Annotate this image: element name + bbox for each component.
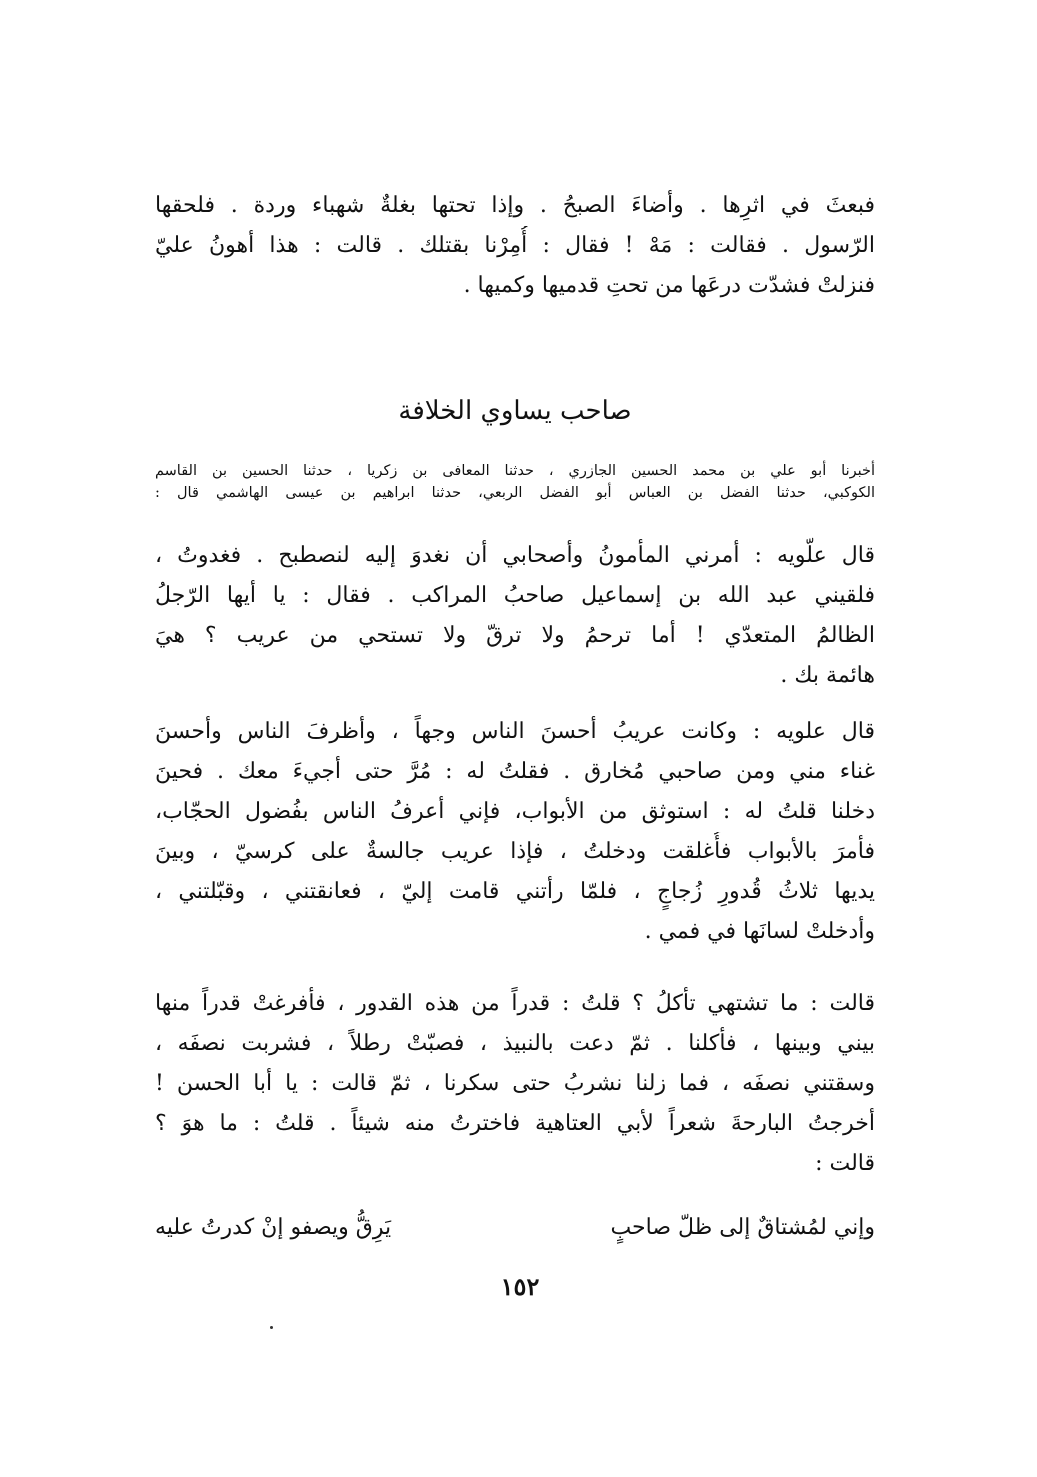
- paragraph-3: [155, 984, 875, 1184]
- page-number: ١٥٢: [500, 1272, 540, 1301]
- verse-first-hemistich: وإني لمُشتاقٌ إلى ظلّ صاحبٍ: [610, 1215, 875, 1240]
- text-line: قال علويه : وكانت عريبُ أحسنَ الناس وجهاً ، وأظرفَ الناس وأحسنَ: [155, 719, 875, 744]
- text-line: قالت :: [815, 1151, 875, 1176]
- text-line: وأدخلتْ لسانَها في فمي .: [644, 919, 875, 944]
- text-line: فأمرَ بالأبواب فأُغلقت ودخلتُ ، فإذا عريب جالسةٌ على كرسيّ ، وبينَ: [155, 839, 875, 864]
- poem-verse: [155, 1208, 875, 1248]
- text-line: أخرجتُ البارحةَ شعراً لأبي العتاهية فاخترتُ منه شيئاً . قلتُ : ما هوَ ؟: [155, 1111, 875, 1136]
- text-line: دخلنا قلتُ له : استوثق من الأبواب، فإني أعرفُ الناس بفُضول الحجّاب،: [155, 799, 875, 824]
- text-line: وسقتني نصفَه ، فما زلنا نشربُ حتى سكرنا ، ثمّ قالت : يا أبا الحسن !: [155, 1071, 875, 1096]
- intro-paragraph: [155, 186, 875, 306]
- paragraph-1: [155, 536, 875, 696]
- text-line: قال علّويه : أمرني المأمونُ وأصحابي أن نغدوَ إليه لنصطبح . فغدوتُ ،: [155, 543, 875, 568]
- text-line: فبعثَ في اثرِها . وأضاءَ الصبحُ . وإذا تحتها بغلةٌ شهباء وردة . فلحقها: [155, 193, 875, 218]
- text-line: هائمة بك .: [780, 663, 875, 688]
- paragraph-2: [155, 712, 875, 952]
- text-line: فلقيني عبد الله بن إسماعيل صاحبُ المراكب . فقال : يا أيها الرّجلُ: [155, 583, 875, 608]
- text-line: يديها ثلاثُ قُدورِ زُجاجٍ ، فلمّا رأتني قامت إليّ ، فعانقتني ، وقبّلتني ،: [155, 879, 875, 904]
- text-line: بيني وبينها ، فأكلنا . ثمّ دعت بالنبيذ ، فصبّتْ رطلاً ، فشربت نصفَه ،: [155, 1031, 875, 1056]
- text-line: الرّسول . فقالت : مَهْ ! فقال : أُمِرْنا بقتلك . قالت : هذا أهونُ عليّ: [155, 233, 875, 258]
- ink-speck: [270, 1326, 273, 1329]
- text-line: غناء مني ومن صاحبي مُخارق . فقلتُ له : مُرَّ حتى أجيءَ معك . فحينَ: [155, 759, 875, 784]
- isnad-chain: [155, 460, 875, 504]
- text-line: قالت : ما تشتهي تأكلُ ؟ قلتُ : قدراً من هذه القدور ، فأفرغتْ قدراً منها: [155, 991, 875, 1016]
- text-line: الظالمُ المتعدّي ! أما ترحمُ ولا ترقّ ولا تستحي من عريب ؟ هيَ: [155, 623, 875, 648]
- text-line: فنزلتْ فشدّت درعَها من تحتِ قدميها وكميها .: [463, 273, 875, 298]
- verse-second-hemistich: يَرِقُّ ويصفو إنْ كدرتُ عليه: [155, 1215, 392, 1240]
- isnad-line: أخبرنا أبو علي بن محمد الحسين الجازري ، حدثنا المعافى بن زكريا ، حدثنا الحسين بن القاسم: [155, 463, 875, 479]
- section-title: صاحب يساوي الخلافة: [398, 396, 632, 426]
- isnad-line: الكوكبي، حدثنا الفضل بن العباس أبو الفضل الربعي، حدثنا ابراهيم بن عيسى الهاشمي قال :: [155, 485, 875, 501]
